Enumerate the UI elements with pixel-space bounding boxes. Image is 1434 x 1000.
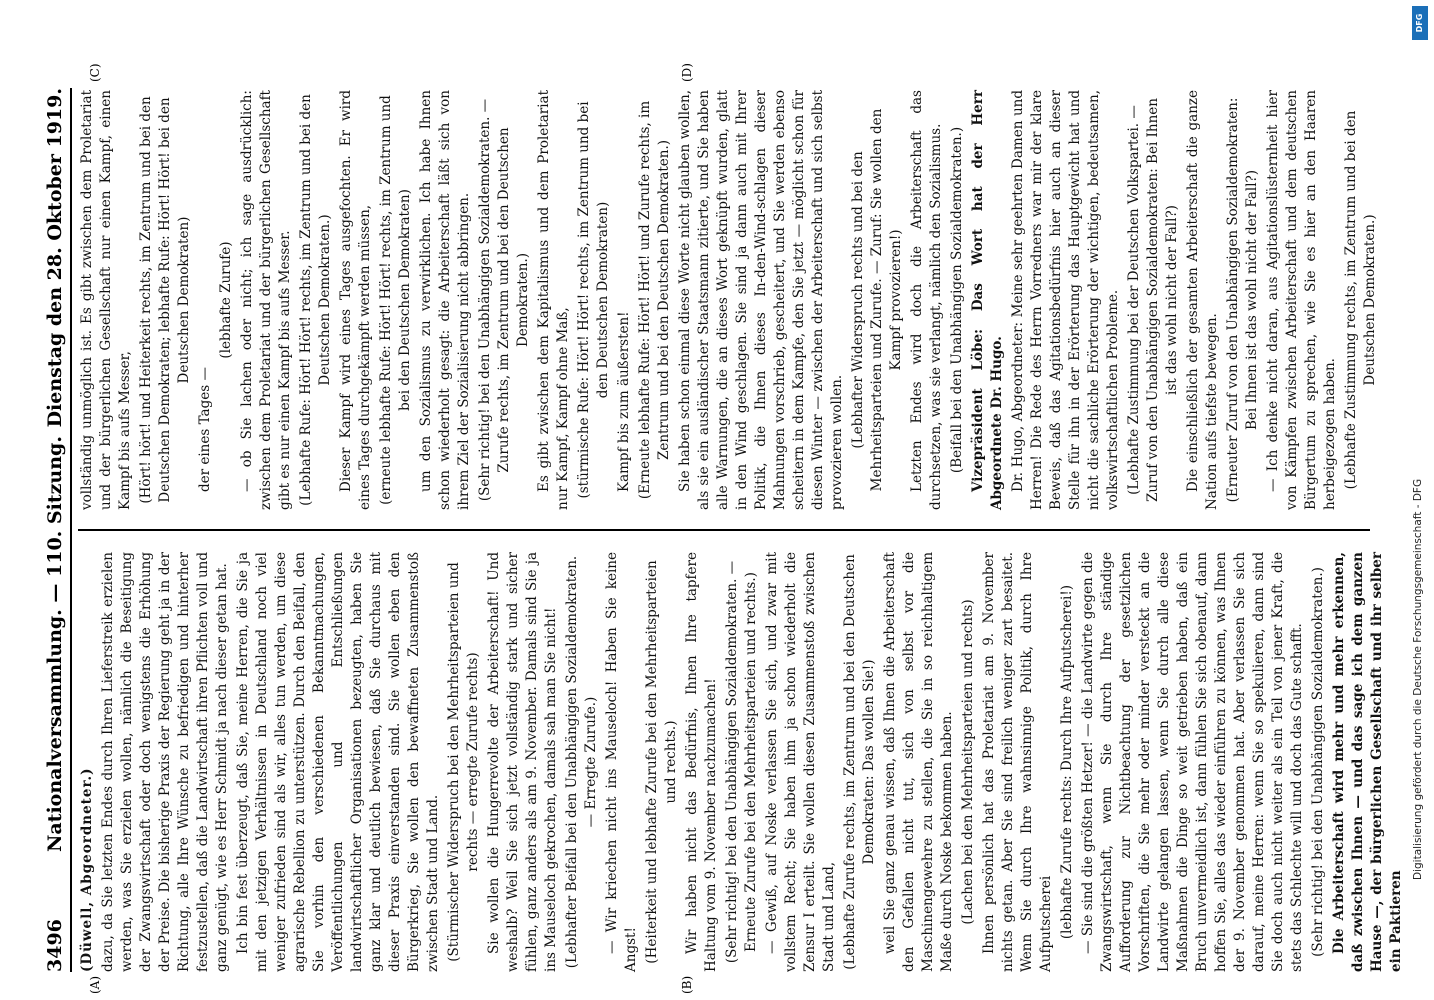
paragraph: Letzten Endes wird doch die Arbeiterschaft das durchsetzen, was sie verlangt, nämlich den Sozialismus.: [909, 90, 944, 510]
page-number: 3496: [44, 919, 66, 972]
interjection: (Lebhafter Beifall bei den Unabhängigen Sozialdemokraten. — Erregte Zurufe.): [564, 555, 599, 969]
interjection: (Erneute lebhafte Rufe: Hört! Hört! und Zurufe rechts, im Zentrum und bei den Deutschen Demokraten.): [637, 100, 672, 500]
paragraph: Dieser Kampf wird eines Tages ausgefochten. Er wird eines Tages durchgekämpft werden müssen,: [338, 90, 373, 510]
paragraph: um den Sozialismus zu verwirklichen. Ich habe Ihnen schon wiederholt gesagt: die Arbeiterschaft läßt sich von ihrem Ziel der Sozialisierung nicht abbringen.: [418, 90, 472, 510]
interjection: (Hört! hört! und Heiterkeit rechts, im Zentrum und bei den Deutschen Demokraten; lebhafte Rufe: Hört! Hört! bei den Deutschen Demokraten): [138, 96, 192, 504]
paragraph: — ob Sie lachen oder nicht; ich sage ausdrücklich: zwischen dem Proletariat und der bürgerlichen Gesellschaft gibt es nur einen Kampf bis aufs Messer.: [239, 90, 293, 510]
interjection: (lebhafte Zurufe): [218, 241, 234, 359]
paragraph: — Gewiß, auf Noske verlassen Sie sich, und zwar mit vollstem Recht; Sie haben ihm ja schon wiederholt die Zensur I erteilt. Sie wollen diesen Zusammenstoß zwischen Stadt und Land,: [764, 552, 837, 972]
margin-marker-d: (D): [680, 63, 694, 82]
dfg-logo-text: DFG: [1415, 13, 1424, 33]
paragraph: Ihnen persönlich hat das Proletariat am 9. November nichts getan. Aber Sie sind freilich weniger zart besaitet. Wenn Sie durch Ihre wahnsinnige Politik, durch Ihre Aufputscherei: [981, 552, 1054, 972]
interjection: (Lachen bei den Mehrheitsparteien und rechts): [960, 599, 976, 925]
vice-president-announcement: Vizepräsident Löbe: Das Wort hat der Herr Abgeordnete Dr. Hugo.: [970, 90, 1005, 510]
margin-marker-b: (B): [680, 975, 694, 994]
paragraph: dazu, da Sie letzten Endes durch Ihren Lieferstreik erzielen werden, was Sie erzielen wollen, nämlich die Beseitigung der Zwangswirtschaft oder doch wenigstens die Erhöhung der Preise. Die bisherige Praxis der Regierung geht ja in der Richtung, alle Ihre Wünsche zu befriedigen und hinterher festzustellen, daß die Landwirtschaft ihren Pflichten voll und ganz genügt, wie es Herr Schmidt ja nach dieser getan hat.: [100, 552, 230, 972]
paragraph: — Wir kriechen nicht ins Mauseloch! Haben Sie keine Angst!: [604, 552, 639, 972]
paragraph: vollständig unmöglich ist. Es gibt zwischen dem Proletariat und der bürgerlichen Gesellschaft nur einen Kampf, einen Kampf bis aufs Messer,: [79, 90, 133, 510]
paragraph: — Sie sind die größten Hetzer! — die Landwirte gegen die Zwangswirtschaft, wenn Sie durch Ihre ständige Aufforderung zur Nichtbeachtung der gesetzlichen Vorschriften, die Sie mehr oder minder versteckt an die Landwirte gelangen lassen, wenn Sie durch alle diese Maßnahmen die Dinge so weit getrieben haben, daß ein Bruch unvermeidlich ist, dann fühlen Sie sich obenauf, dann hoffen Sie, alles das wieder einführen zu können, was Ihnen der 9. November genommen hat. Aber verlassen Sie sich darauf, meine Herren: wenn Sie so spekulieren, dann sind Sie doch auch nicht weiter als ein Teil von jener Kraft, die stets das Schlechte will und doch das Gute schafft.: [1080, 552, 1305, 972]
text-column-right: [78, 90, 1378, 510]
page-body: [40, 63, 1404, 994]
session-title: Nationalversammlung. — 110. Sitzung.: [44, 436, 66, 852]
interjection: (erneute lebhafte Rufe: Hört! Hört! rechts, im Zentrum und bei den Deutschen Demokraten): [378, 95, 413, 505]
paragraph: Sie haben schon einmal diese Worte nicht glauben wollen, als sie ein ausländischer Staatsmann zitierte, und Sie haben alle Warnungen, die an dieses Wort geknüpft wurden, glatt in den Wind geschlagen. Sie sind ja dann auch mit Ihrer Politik, die Ihnen dieses In-den-Wind-schlagen dieser Mahnungen vorschrieb, gescheitert, und Sie werden ebenso scheitern in dem Kampfe, den Sie jetzt — möglicht schon für diesen Winter — zwischen der Arbeiterschaft und sich selbst provozieren wollen.: [677, 90, 845, 510]
dfg-logo: [1412, 6, 1428, 40]
digitization-credit-text: Digitalisierung gefördert durch die Deutsche Forschungsgemeinschaft - DFG: [1412, 478, 1424, 880]
paragraph: weil Sie ganz genau wissen, daß Ihnen die Arbeiterschaft den Gefallen nicht tut, sich von selbst vor die Maschinengewehre zu stellen, die Sie in so reichhaltigem Maße durch Noske bekommen haben.: [882, 552, 955, 972]
page-header: [40, 88, 72, 972]
paragraph-emphasis: Die Arbeiterschaft wird mehr und mehr erkennen, daß zwischen Ihnen — und das sage ich dem ganzen Hause —, der bürgerlichen Gesellschaft und ihr selber ein Paktieren: [1331, 552, 1404, 972]
interjection: (Lebhafte Zustimmung bei der Deutschen Volkspartei. — Zuruf von den Unabhängigen Sozialdemokraten: Bei Ihnen ist das wohl nicht der Fall?): [1126, 98, 1180, 502]
paragraph: Kampf bis zum äußersten!: [616, 311, 632, 492]
interjection: (stürmische Rufe: Hört! Hört! rechts, im Zentrum und bei den Deutschen Demokraten): [576, 101, 611, 499]
session-date: Dienstag den 28. Oktober 1919.: [44, 88, 66, 428]
paragraph: Sie wollen die Hungerrevolte der Arbeiterschaft! Und weshalb? Weil Sie sich jetzt vollständig stark und sicher fühlen, ganz anders als am 9. November. Damals sind Sie ja ins Mauseloch gekrochen, damals sah man Sie nicht!: [486, 552, 559, 972]
interjection: (Beifall bei den Unabhängigen Sozialdemokraten.): [949, 126, 965, 474]
speaker-heading: (Düwell, Abgeordneter.): [79, 767, 95, 972]
margin-marker-a: (A): [88, 975, 102, 994]
interjection: (Sehr richtig! bei den Unabhängigen Sozialdemokraten. — Erneute Zurufe bei den Mehrheitsparteien und rechts.): [724, 560, 759, 964]
column-divider: [78, 529, 1370, 531]
interjection: (Sehr richtig! bei den Unabhängigen Sozialdemokraten.): [1310, 567, 1326, 957]
interjection: (lebhafte Zurufe rechts: Durch Ihre Aufputscherei!): [1059, 584, 1075, 940]
paragraph: — Ich denke nicht daran, aus Agitationslüsternheit hier von Kämpfen zwischen Arbeiterschaft und dem deutschen Bürgertum zu sprechen, wie Sie es hier an den Haaren herbeigezogen haben.: [1265, 90, 1338, 510]
paragraph: Dr. Hugo, Abgeordneter: Meine sehr geehrten Damen und Herren! Die Rede des Herrn Vorredners war mir der klare Beweis, daß das Agitationsbedürfnis hier auch an dieser Stelle für ihn in der Erörterung das Hauptgewicht hat und nicht die sachliche Erörterung der wichtigen, bedeutsamen, volkswirtschaftlichen Probleme.: [1010, 90, 1121, 510]
interjection: (Lebhafter Widerspruch rechts und bei den Mehrheitsparteien und Zurufe. — Zuruf: Sie wollen den Kampf provozieren!): [850, 108, 904, 492]
paragraph: Es gibt zwischen dem Kapitalismus und dem Proletariat nur Kampf, Kampf ohne Maß,: [536, 90, 571, 510]
text-column-left: [78, 552, 1404, 972]
interjection: (Sehr richtig! bei den Unabhängigen Sozialdemokraten. — Zurufe rechts, im Zentrum und bei den Deutschen Demokraten.): [477, 98, 531, 502]
paragraph: Die einschließlich der gesamten Arbeiterschaft die ganze Nation aufs tiefste bewegen.: [1185, 90, 1220, 510]
margin-marker-c: (C): [88, 63, 102, 82]
paragraph: Ich bin fest überzeugt, daß Sie, meine Herren, die Sie ja mit den jetzigen Verhältnissen in Deutschland noch viel weniger zufrieden sind als wir, alles tun werden, um diese agrarische Rebellion zu unterstützen. Durch den Beifall, den Sie vorhin den verschiedenen Bekanntmachungen, Veröffentlichungen und Entschließungen landwirtschaftlicher Organisationen bezeugten, haben Sie ganz klar und deutlich bewiesen, daß Sie durchaus mit dieser Praxis einverstanden sind. Sie wollen eben den Bürgerkrieg, Sie wollen den bewaffneten Zusammenstoß zwischen Stadt und Land.: [235, 552, 441, 972]
rotated-newspaper-page: [0, 60, 1434, 1000]
interjection: (Heiterkeit und lebhafte Zurufe bei den Mehrheitsparteien und rechts.): [644, 560, 679, 964]
interjection: (Lebhafte Zurufe rechts, im Zentrum und bei den Deutschen Demokraten: Das wollen Sie!): [842, 554, 877, 970]
paragraph: Wir haben nicht das Bedürfnis, Ihnen Ihre tapfere Haltung vom 9. November nachzumachen!: [684, 552, 719, 972]
interjection: (Lebhafte Zustimmung rechts, im Zentrum und bei den Deutschen Demokraten.): [1343, 110, 1378, 490]
digitization-credit: [1412, 120, 1428, 880]
interjection: (Stürmischer Widerspruch bei den Mehrheitsparteien und rechts — erregte Zurufe rechts): [446, 562, 481, 962]
paragraph: der eines Tages —: [197, 367, 213, 492]
interjection: (Lebhafte Rufe: Hört! Hört! rechts, im Zentrum und bei den Deutschen Demokraten.): [298, 94, 333, 506]
interjection: (Erneuter Zuruf von den Unabhängigen Sozialdemokraten: Bei Ihnen ist das wohl nicht der Fall?): [1225, 97, 1260, 503]
